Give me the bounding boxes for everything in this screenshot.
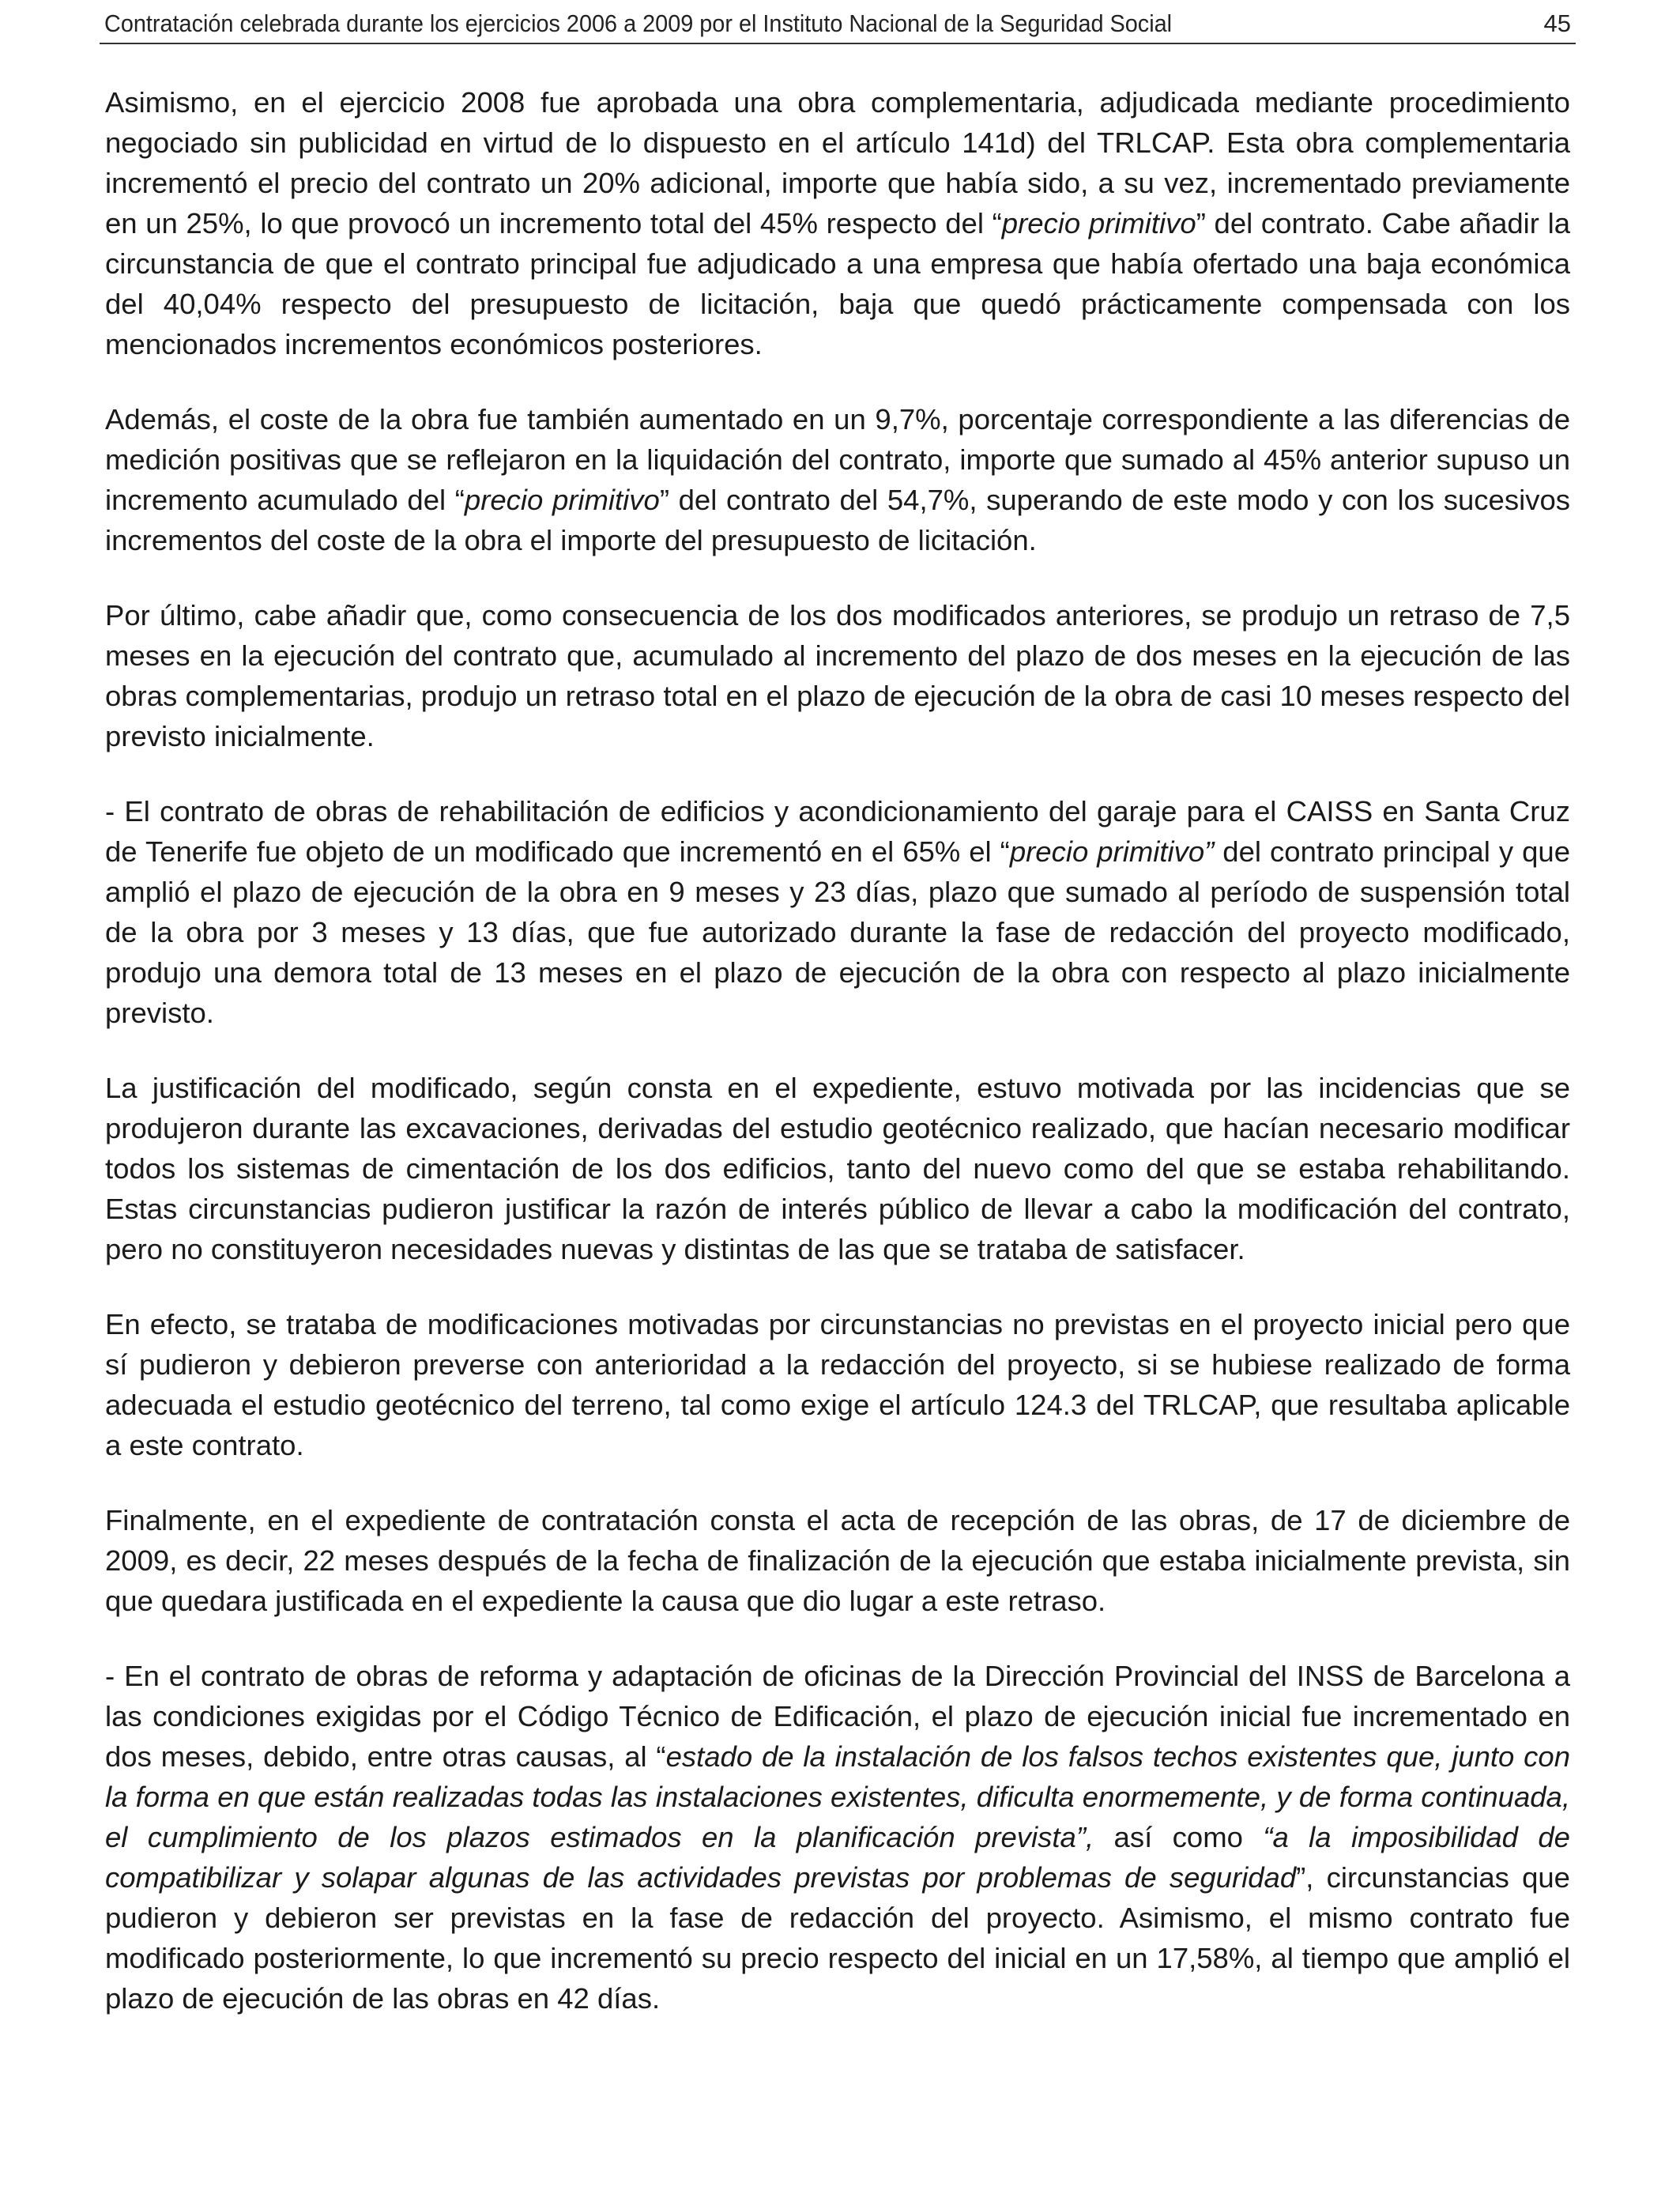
text-run: Finalmente, en el expediente de contratación consta el acta de recepción de las obras, de 17 de diciembre de 2009, es decir, 22 meses después de la fecha de finalización de la ejecución que estaba inicialmente prevista, sin que quedara justificada en el expediente la causa que dio lugar a este retraso. (105, 1504, 1570, 1617)
italic-run: precio primitivo (1001, 207, 1196, 239)
text-run: Por último, cabe añadir que, como consecuencia de los dos modificados anteriores, se produjo un retraso de 7,5 meses en la ejecución del contrato que, acumulado al incremento del plazo de dos meses en la ejecución de las obras complementarias, produjo un retraso total en el plazo de ejecución de la obra de casi 10 meses respecto del previsto inicialmente. (105, 599, 1570, 752)
text-run: así como (1094, 1821, 1264, 1853)
paragraph-6 (105, 1304, 1570, 1465)
document-body (105, 82, 1570, 2019)
text-run: Además, el coste de la obra fue también aumentado en un 9,7%, porcentaje correspondiente a las diferencias de medición positivas que se reflejaron en la liquidación del contrato, importe que sumado al 45% anterior supuso un incremento acumulado del “ (105, 403, 1570, 516)
page-number: 45 (1543, 9, 1571, 37)
paragraph-8 (105, 1656, 1570, 2019)
text-run: del contrato principal y que amplió el plazo de ejecución de la obra en 9 meses y 23 días, plazo que sumado al período de suspensión total de la obra por 3 meses y 13 días, que fue autorizado durante la fase de redacción del proyecto modificado, produjo una demora total de 13 meses en el plazo de ejecución de la obra con respecto al plazo inicialmente previsto. (105, 835, 1570, 1029)
italic-run: estado de la instalación de los falsos techos existentes que, junto con la forma en que están realizadas todas las instalaciones existentes, dificulta enormemente, y de forma continuada, el cumplimiento de los plazos estimados en la planificación prevista”, (105, 1740, 1570, 1853)
paragraph-1 (105, 82, 1570, 364)
text-run: ”, circunstancias que pudieron y debieron ser previstas en la fase de redacción del proyecto. Asimismo, el mismo contrato fue modificado posteriormente, lo que incrementó su precio respecto del inicial en un 17,58%, al tiempo que amplió el plazo de ejecución de las obras en 42 días. (105, 1861, 1570, 2015)
italic-run: “a la imposibilidad de compatibilizar y solapar algunas de las actividades previstas por problemas de seguridad (105, 1821, 1570, 1894)
header-title: Contratación celebrada durante los ejercicios 2006 a 2009 por el Instituto Nacional de la Seguridad Social (104, 9, 1173, 37)
paragraph-2 (105, 399, 1570, 560)
text-run: ” del contrato. Cabe añadir la circunstancia de que el contrato principal fue adjudicado a una empresa que había ofertado una baja económica del 40,04% respecto del presupuesto de licitación, baja que quedó prácticamente compensada con los mencionados incrementos económicos posteriores. (105, 207, 1571, 360)
text-run: ” del contrato del 54,7%, superando de este modo y con los sucesivos incrementos del coste de la obra el importe del presupuesto de licitación. (105, 484, 1570, 556)
paragraph-7 (105, 1500, 1570, 1621)
text-run: - El contrato de obras de rehabilitación de edificios y acondicionamiento del garaje para el CAISS en Santa Cruz de Tenerife fue objeto de un modificado que incrementó en el 65% el “ (105, 795, 1570, 868)
italic-run: precio primitivo” (1009, 835, 1215, 868)
text-run: Asimismo, en el ejercicio 2008 fue aprobada una obra complementaria, adjudicada mediante procedimiento negociado sin publicidad en virtud de lo dispuesto en el artículo 141d) del TRLCAP. Esta obra complementaria incrementó el precio del contrato un 20% adicional, importe que había sido, a su vez, incrementado previamente en un 25%, lo que provocó un incremento total del 45% respecto del “ (105, 86, 1570, 239)
paragraph-3 (105, 595, 1570, 756)
paragraph-5 (105, 1068, 1570, 1269)
paragraph-4 (105, 791, 1570, 1033)
text-run: - En el contrato de obras de reforma y adaptación de oficinas de la Dirección Provincial del INSS de Barcelona a las condiciones exigidas por el Código Técnico de Edificación, el plazo de ejecución inicial fue incrementado en dos meses, debido, entre otras causas, al “ (105, 1660, 1570, 1773)
text-run: La justificación del modificado, según consta en el expediente, estuvo motivada por las incidencias que se produjeron durante las excavaciones, derivadas del estudio geotécnico realizado, que hacían necesario modificar todos los sistemas de cimentación de los dos edificios, tanto del nuevo como del que se estaba rehabilitando. Estas circunstancias pudieron justificar la razón de interés público de llevar a cabo la modificación del contrato, pero no constituyeron necesidades nuevas y distintas de las que se trataba de satisfacer. (105, 1072, 1570, 1265)
running-header (100, 5, 1576, 44)
text-run: En efecto, se trataba de modificaciones motivadas por circunstancias no previstas en el proyecto inicial pero que sí pudieron y debieron preverse con anterioridad a la redacción del proyecto, si se hubiese realizado de forma adecuada el estudio geotécnico del terreno, tal como exige el artículo 124.3 del TRLCAP, que resultaba aplicable a este contrato. (105, 1308, 1570, 1461)
italic-run: precio primitivo (464, 484, 660, 516)
